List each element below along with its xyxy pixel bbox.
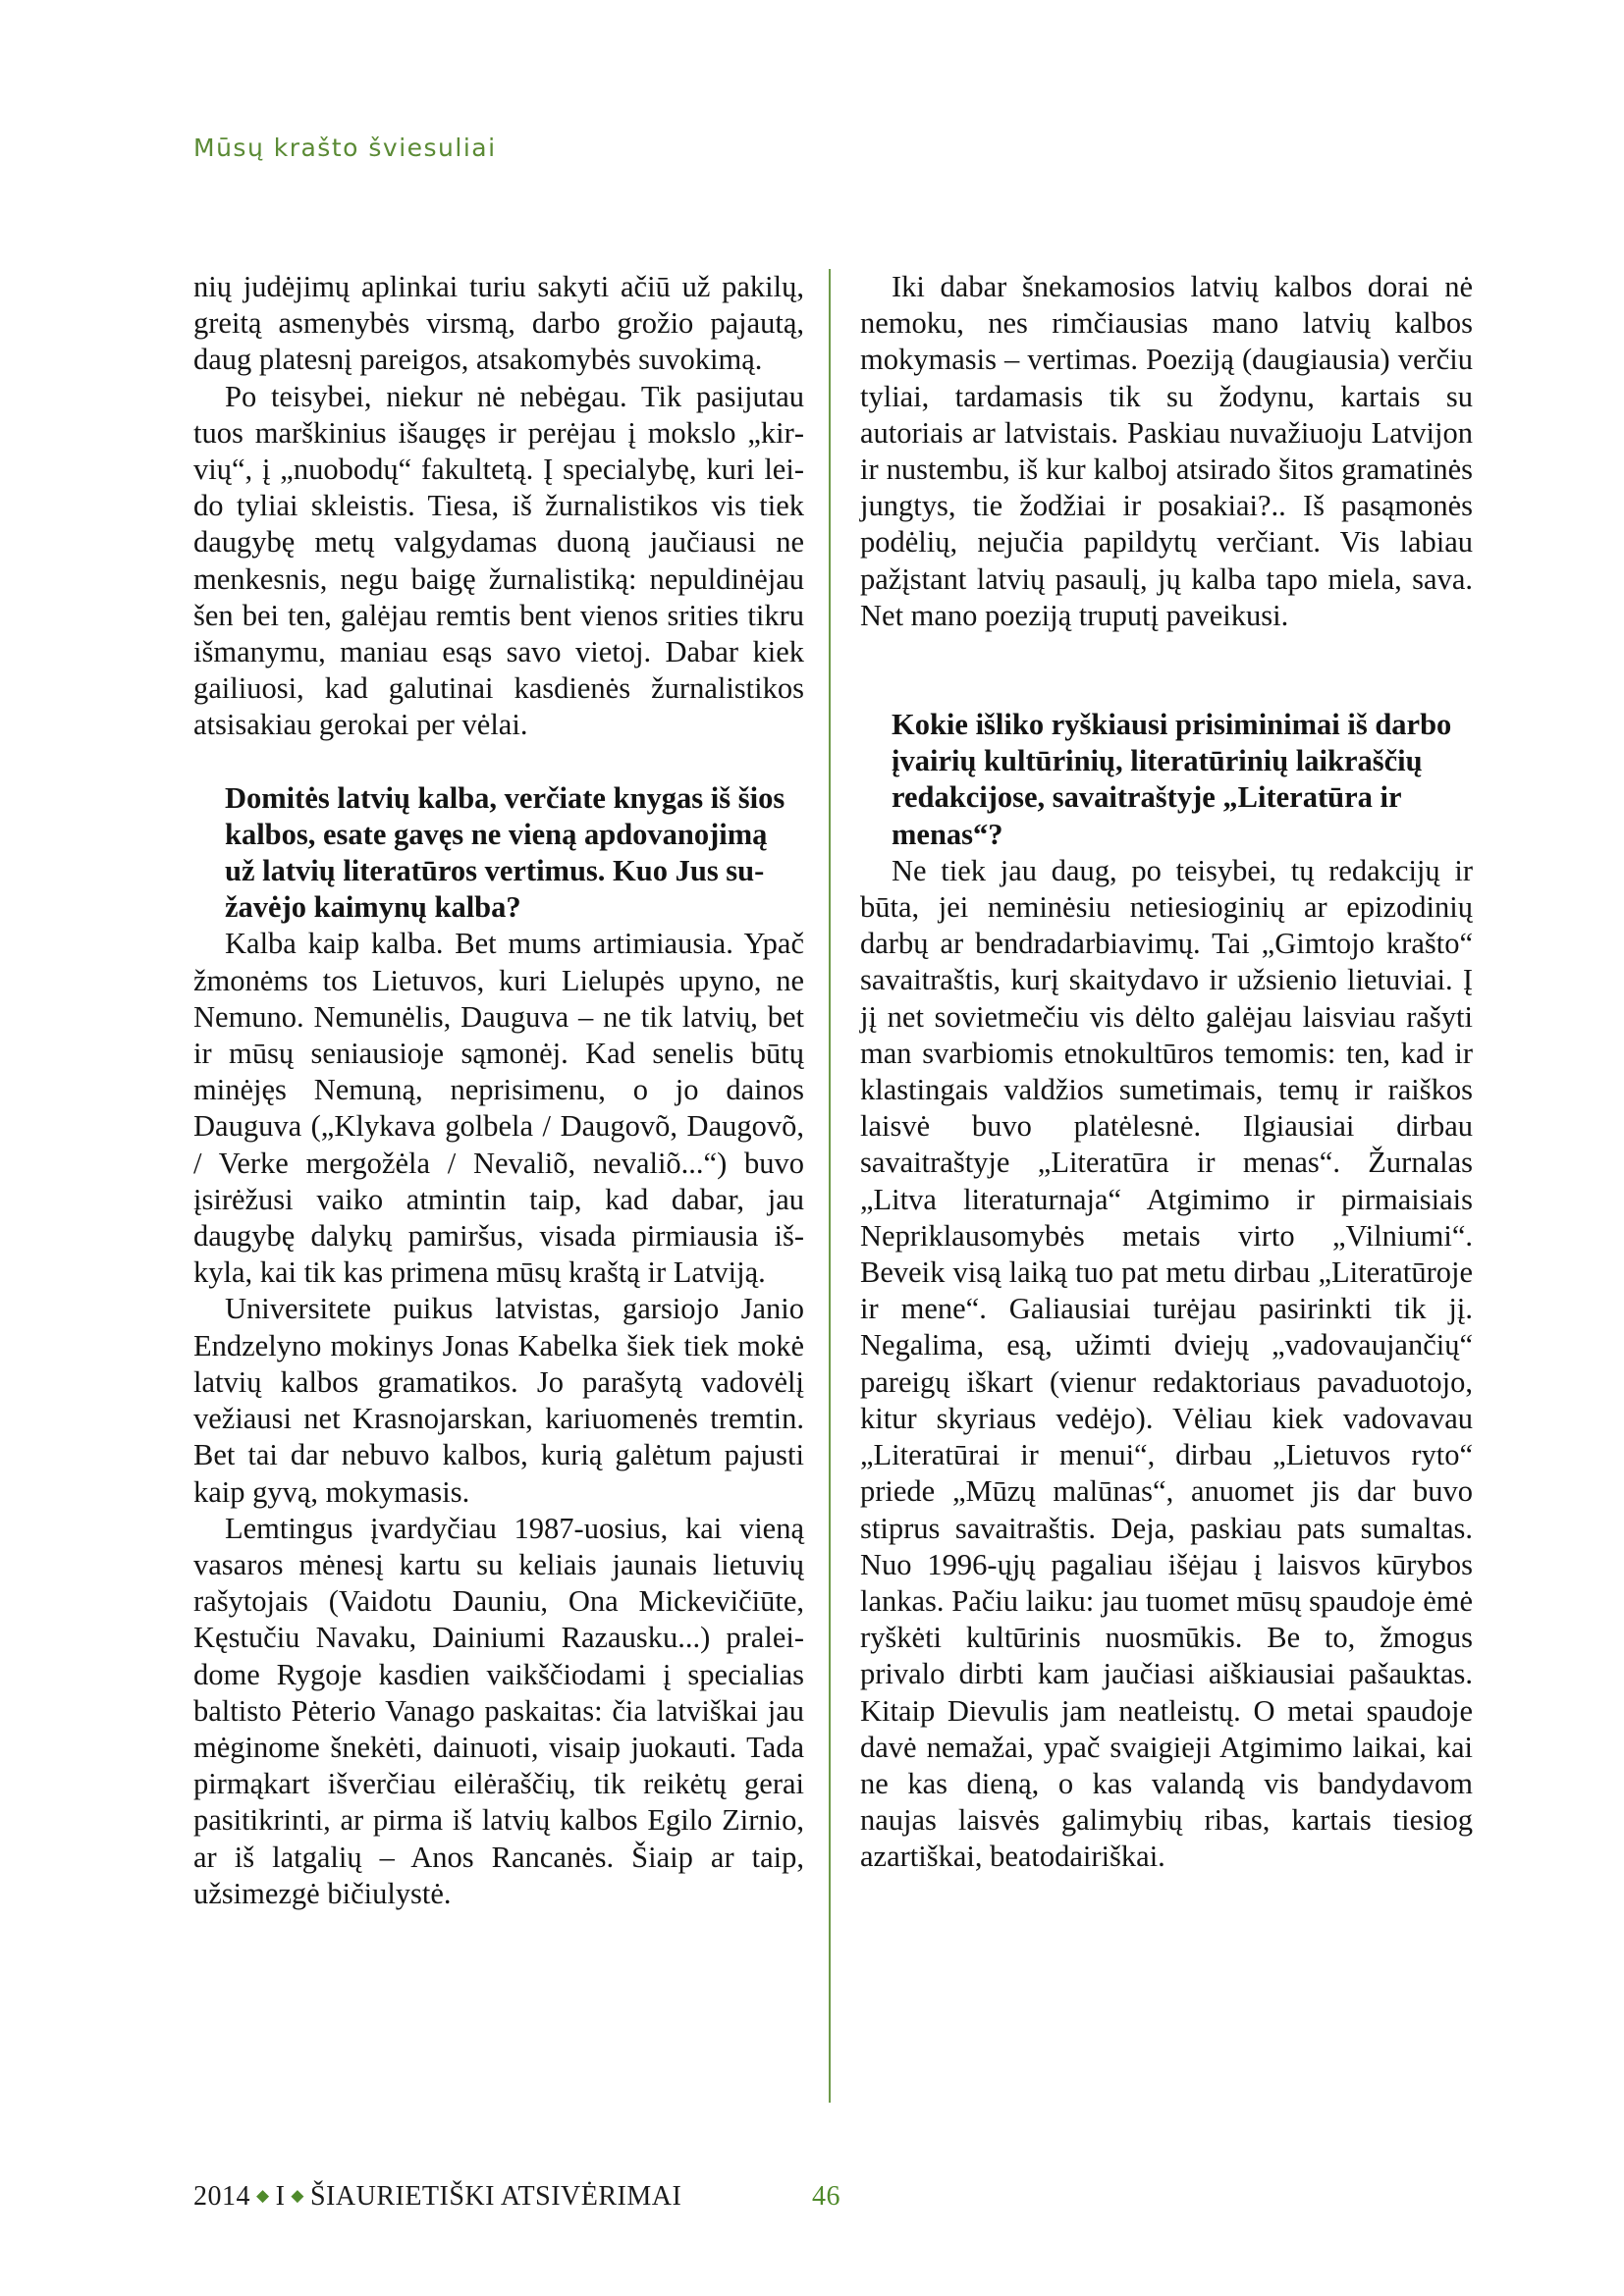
running-head-title: Mūsų krašto šviesuliai [193,133,497,162]
interview-question: Kokie išliko ryškiausi prisiminimai iš darbo įvairių kultūrinių, literatūrinių laikraščių redakcijose, savaitraštyje „Literatūra ir menas“? [892,708,1452,851]
paragraph: Lemtingus įvardyčiau 1987-uosius, kai vieną vasaros mėnesį kartu su keliais jaunais lietuvių rašytojais (Vaidotu Dauniu, Ona Mickevičiūte, Kęstučiu Navaku, Dainiumi Razausku...) praleidome Rygoje kasdien vaikščiodami į specialias baltisto Pėterio Vanago paskaitas: čia latviškai jau mėginome šnekėti, dainuoti, visaip juokauti. Tada pirmąkart išverčiau eilėraščių, tik reikėtų gerai pasitikrinti, ar pirma iš latvių kalbos Egilo Zirnio, ar iš latgalių – Anos Rancanės. Šiaip ar taip, užsimezgė bičiulystė. [193,1511,804,1910]
page-footer [193,2181,861,2213]
page-number: 46 [812,2181,840,2212]
interview-question: Domitės latvių kalba, verčiate knygas iš šios kalbos, esate gavęs ne vieną apdovanojimą už latvių literatūros vertimus. Kuo Jus sužavėjo kaimynų kalba? [225,780,785,925]
footer-publication: ŠIAURIETIŠKI ATSIVĖRIMAI [309,2181,682,2212]
diamond-bullet-icon: ◆ [291,2186,304,2205]
paragraph: nių judėjimų aplinkai turiu sakyti ačiū už pakilų, greitą asmenybės virsmą, darbo grožio pajautą, daug platesnį pareigos, atsakomybės suvokimą. [193,270,804,377]
diamond-bullet-icon: ◆ [256,2186,270,2205]
paragraph: Universitete puikus latvistas, garsiojo Janio Endzelyno mokinys Jonas Kabelka šiek tiek mokė latvių kalbos gramatikos. Jo parašytą vadovėlį vežiausi net Krasnojarskan, kariuomenės tremtin. Bet tai dar nebuvo kalbos, kurią galėtum pajusti kaip gyvą, mokymasis. [193,1292,804,1509]
paragraph: Iki dabar šnekamosios latvių kalbos dorai nė nemoku, nes rimčiausias mano latvių kalbos mokymasis – vertimas. Poeziją (daugiausia) verčiu tyliai, tardamasis tik su žodynu, kartais su autoriais ar latvistais. Paskiau nuvažiuoju Latvijon ir nustembu, iš kur kalboj atsirado šitos gramatinės jungtys, tie žodžiai ir posakiai?.. Iš pasąmonės podėlių, nejučia papildytų verčiant. Vis labiau pažįstant latvių pasaulį, jų kalba tapo miela, sava. Net mano poeziją truputį paveikusi. [860,270,1473,632]
footer-issue: I [275,2181,286,2212]
column-divider [829,269,831,2103]
left-text-column [193,269,804,1912]
right-text-column [860,269,1473,1876]
paragraph: Po teisybei, niekur nė nebėgau. Tik pasijutau tuos marškinius išaugęs ir perėjau į mokslo „kirvių“, į „nuobodų“ fakultetą. Į specialybę, kuri leido tyliai skleistis. Tiesa, iš žurnalistikos vis tiek daugybę metų valgydamas duoną jaučiausi ne menkesnis, negu baigę žurnalistiką: nepuldinėjau šen bei ten, galėjau remtis bent vienos srities tikru išmanymu, maniau esąs savo vietoj. Dabar kiek gailiuosi, kad galutinai kasdienės žurnalistikos atsisakiau gerokai per vėlai. [193,379,804,742]
footer-year: 2014 [193,2181,250,2212]
paragraph: Kalba kaip kalba. Bet mums artimiausia. Ypač žmonėms tos Lietuvos, kuri Lielupės upyno, ne Nemuno. Nemunėlis, Dauguva – ne tik latvių, bet ir mūsų seniausioje sąmonėj. Kad senelis būtų minėjęs Nemuną, neprisimenu, o jo dainos Dauguva („Klykava golbela / Daugovõ, Daugovõ, / Verke mergožėla / Nevaliõ, nevaliõ...“) buvo įsirėžusi vaiko atmintin taip, kad dabar, jau daugybę dalykų pamiršus, visada pirmiausia iškyla, kai tik kas primena mūsų kraštą ir Latviją. [193,927,804,1290]
paragraph: Ne tiek jau daug, po teisybei, tų redakcijų ir būta, jei neminėsiu netiesioginių ar epizodinių darbų ar bendradarbiavimų. Tai „Gimtojo krašto“ savaitraštis, kurį skaitydavo ir užsienio lietuviai. Į jį net sovietmečiu vis dėlto galėjau laisviau rašyti man svarbiomis etnokultūros temomis: ten, kad ir klastingais valdžios sumetimais, temų ir raiškos laisvė buvo platėlesnė. Ilgiausiai dirbau savaitraštyje „Literatūra ir menas“. Žurnalas „Litva literaturnaja“ Atgimimo ir pirmaisiais Nepriklausomybės metais virto „Vilniumi“. Beveik visą laiką tuo pat metu dirbau „Literatūroje ir mene“. Galiausiai turėjau pasirinkti tik jį. Negalima, esą, užimti dviejų „vadovaujančių“ pareigų iškart (vienur redaktoriaus pavaduotojo, kitur skyriaus vedėjo). Vėliau kiek vadovavau „Literatūrai ir menui“, dirbau „Lietuvos ryto“ priede „Mūzų malūnas“, anuomet jis dar buvo stiprus savaitraštis. Deja, paskiau pats sumaltas. Nuo 1996-ųjų pagaliau išėjau į laisvos kūrybos lankas. Pačiu laiku: jau tuomet mūsų spaudoje ėmė ryškėti kultūrinis nuosmūkis. Be to, žmogus privalo dirbti kam jaučiasi aiškiausiai pašauktas. Kitaip Dievulis jam neatleistų. O metai spaudoje davė nemažai, ypač svaigieji Atgimimo laikai, kai ne kas dieną, o kas valandą vis bandydavom naujas laisvės galimybių ribas, kartais tiesiog azartiškai, beatodairiškai. [860,853,1473,1874]
